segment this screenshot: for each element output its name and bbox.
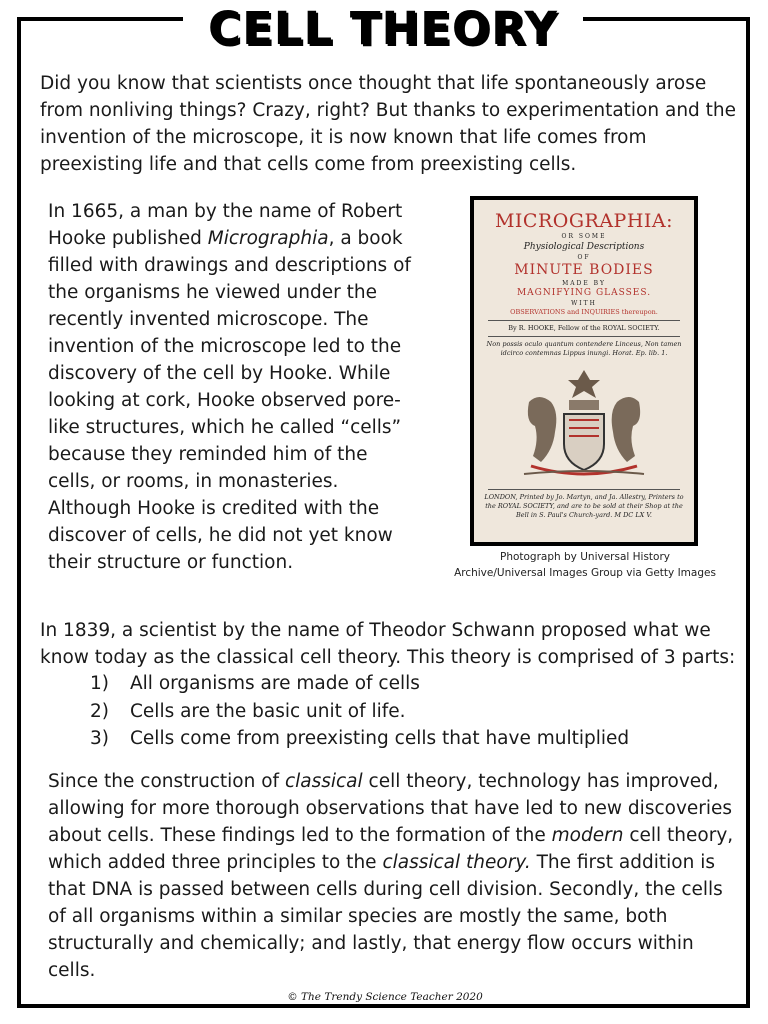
book-line7: WITH: [571, 300, 597, 307]
book-title: MICROGRAPHIA:: [494, 210, 674, 232]
modern-text-d: The first addition is that DNA is passed between cells during cell division. Secondly, the cells of all organisms within a similar species are mostly the same, both structurally and chemically; and lastly, that energy flow occurs within cells.: [48, 852, 723, 981]
list-number: 2): [90, 700, 109, 722]
book-imprint: LONDON, Printed by Jo. Martyn, and Ja. Allestry, Printers to the ROYAL SOCIETY, and are to be sold at their Shop at the Bell in S. Paul's Church-yard. M DC LX V.: [484, 493, 684, 519]
hooke-text-2: , a book filled with drawings and descriptions of the organisms he viewed under the recently invented microscope. The invention of the microscope led to the discovery of the cell by Hooke. While looking at cork, Hooke observed pore-like structures, which he called “cells” because they reminded him of the cells, or rooms, in monasteries. Although Hooke is credited with the discover of cells, he did not yet know their structure or function.: [48, 228, 411, 573]
caption-line2: Archive/Universal Images Group via Getty Images: [454, 567, 716, 579]
book-rule: [488, 320, 680, 321]
intro-paragraph: Did you know that scientists once thought that life spontaneously arose from nonliving things? Crazy, right? But thanks to experimentation and the invention of the microscope, it is now known that life comes from preexisting life and that cells come from preexisting cells.: [40, 73, 737, 175]
micrographia-italic: Micrographia: [207, 228, 329, 249]
page-title: CELL THEORY: [208, 2, 558, 55]
cell-theory-parts-list: [90, 670, 629, 753]
modern-theory-paragraph: [48, 768, 738, 984]
copyright-footer: © The Trendy Science Teacher 2020: [200, 990, 570, 1004]
coat-of-arms-icon: [509, 362, 659, 482]
classical-theory-italic: classical theory.: [382, 852, 531, 873]
book-line4: MINUTE BODIES: [514, 262, 654, 278]
book-line10: Non possis oculo quantum contendere Linceus, Non tamen idcirco contemnas Lippus inungi. Horat. Ep. lib. 1.: [486, 340, 682, 357]
hooke-text-1: In 1665, a man by the name of Robert Hooke published: [48, 201, 403, 249]
modern-text-b: cell theory, technology has improved, allowing for more thorough observations that have led to new discoveries about cells. These findings led to the formation of the: [48, 771, 733, 846]
book-line2: Physiological Descriptions: [523, 242, 645, 252]
list-text: Cells are the basic unit of life.: [130, 700, 406, 722]
list-text: Cells come from preexisting cells that have multiplied: [130, 728, 630, 749]
modern-italic: modern: [551, 825, 624, 846]
book-line1: OR SOME: [561, 233, 607, 240]
book-line8: OBSERVATIONS and INQUIRIES thereupon.: [510, 308, 658, 316]
list-text: All organisms are made of cells: [130, 673, 420, 694]
book-rule: [488, 336, 680, 337]
list-number: 3): [90, 728, 109, 749]
list-item: [90, 725, 629, 753]
book-rule: [488, 489, 680, 490]
schwann-paragraph: In 1839, a scientist by the name of Theodor Schwann proposed what we know today as the classical cell theory. This theory is comprised of 3 parts:: [40, 620, 736, 668]
book-line6: MAGNIFYING GLASSES.: [516, 288, 652, 298]
list-item: [90, 670, 629, 698]
caption-line1: Photograph by Universal History: [499, 551, 670, 563]
classical-italic: classical: [284, 771, 363, 792]
book-line9: By R. HOOKE, Fellow of the ROYAL SOCIETY.: [508, 324, 660, 332]
book-line3: OF: [577, 254, 591, 261]
list-item: [90, 698, 629, 726]
list-number: 1): [90, 673, 109, 694]
modern-text-a: Since the construction of: [48, 771, 285, 792]
micrographia-title-page-image: [470, 196, 698, 546]
modern-text-c: cell theory, which added three principles to the: [48, 825, 734, 873]
image-caption: [440, 549, 730, 581]
book-line5: MADE BY: [562, 280, 606, 287]
hooke-paragraph: [48, 198, 418, 576]
